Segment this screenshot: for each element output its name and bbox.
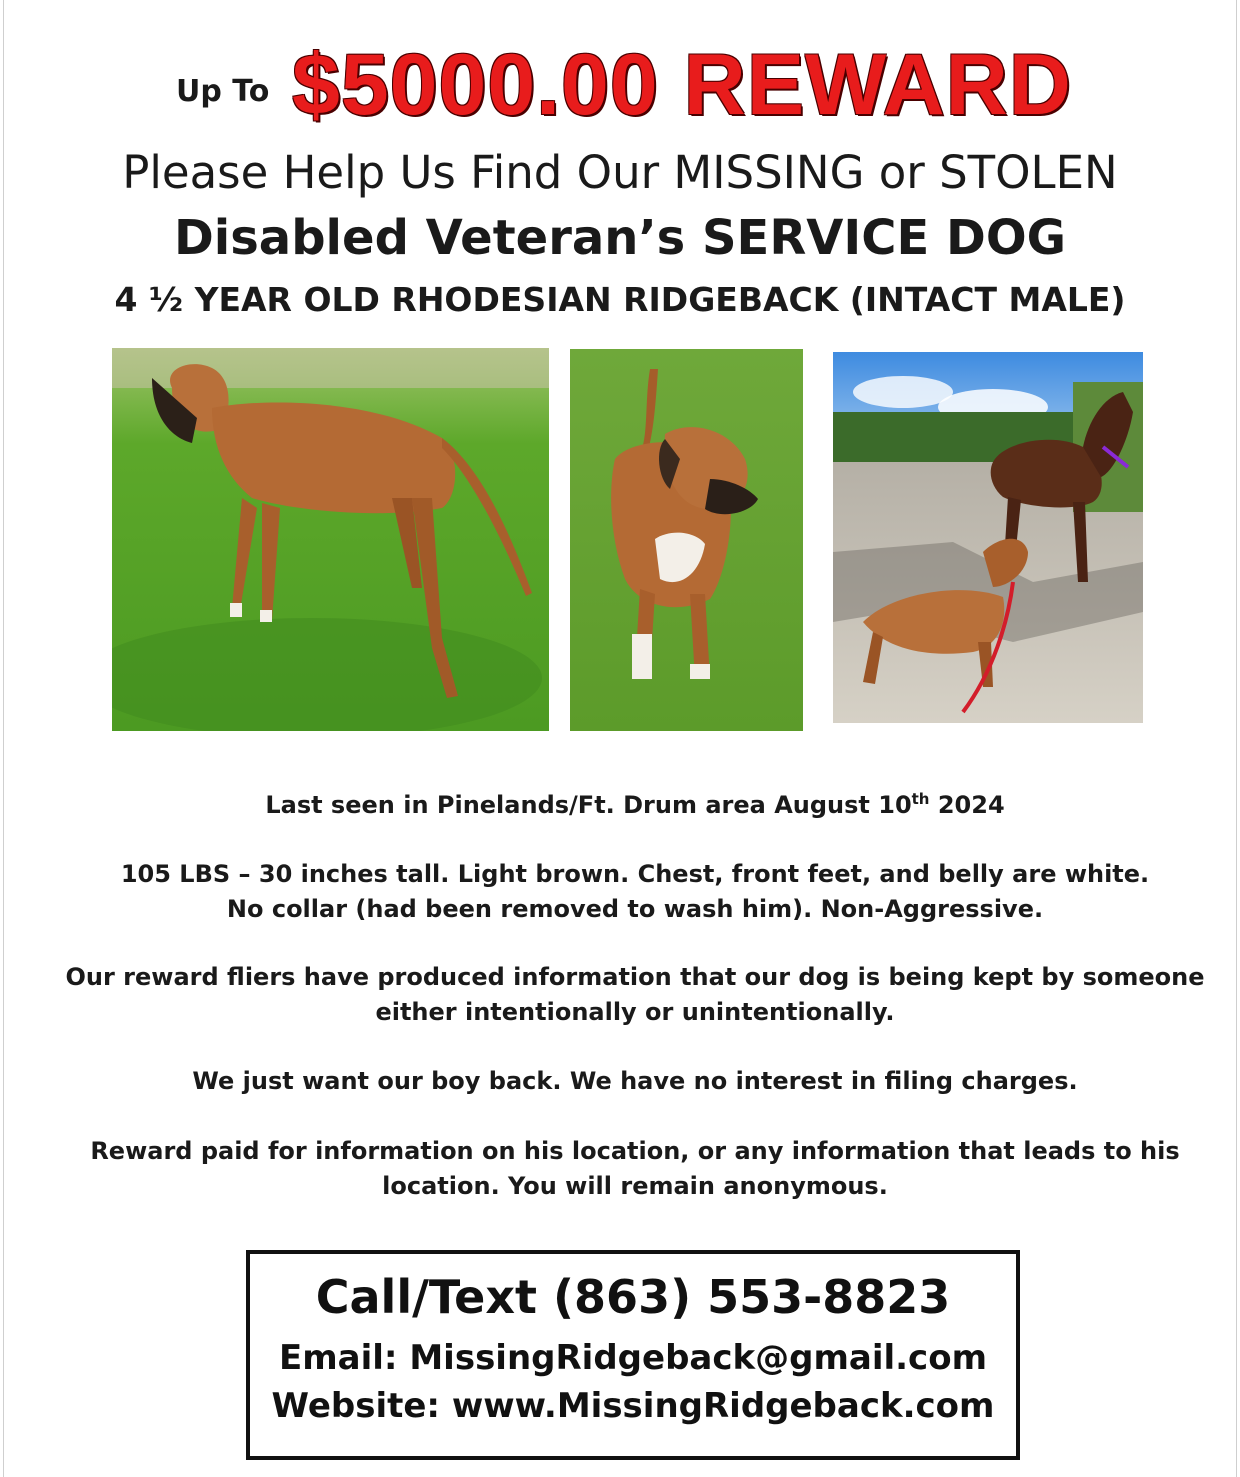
reward-amount: $5000.00 REWARD xyxy=(292,37,1072,133)
description-line-2: No collar (had been removed to wash him). Non-Aggressive. xyxy=(226,895,1044,923)
dog-description xyxy=(60,857,1210,927)
help-heading: Please Help Us Find Our MISSING or STOLEN xyxy=(122,146,1118,199)
no-charges-statement: We just want our boy back. We have no interest in filing charges. xyxy=(192,1067,1078,1095)
reward-headline xyxy=(0,22,1240,133)
last-seen-main: Last seen in Pinelands/Ft. Drum area August 10 xyxy=(265,791,912,819)
fliers-information xyxy=(60,960,1210,1030)
email-address[interactable]: Email: MissingRidgeback@gmail.com xyxy=(279,1338,987,1378)
description-line-1: 105 LBS – 30 inches tall. Light brown. Chest, front feet, and belly are white. xyxy=(120,860,1150,888)
service-dog-heading: Disabled Veteran’s SERVICE DOG xyxy=(173,210,1067,266)
reward-terms xyxy=(60,1134,1210,1204)
last-seen-year: 2024 xyxy=(929,791,1005,819)
dog-photo-side xyxy=(112,348,549,731)
dog-photo-front xyxy=(570,349,803,731)
dog-and-horse-photo xyxy=(833,352,1143,723)
phone-number[interactable]: Call/Text (863) 553-8823 xyxy=(315,1270,951,1324)
fliers-line-1: Our reward fliers have produced information that our dog is being kept by someone xyxy=(65,963,1205,991)
website-link[interactable]: Website: www.MissingRidgeback.com xyxy=(271,1386,995,1426)
last-seen-text xyxy=(60,788,1210,823)
reward-terms-line-1: Reward paid for information on his location, or any information that leads to his xyxy=(90,1137,1180,1165)
reward-terms-line-2: location. You will remain anonymous. xyxy=(382,1172,888,1200)
date-ordinal-suffix: th xyxy=(911,790,930,808)
breed-heading: 4 ½ YEAR OLD RHODESIAN RIDGEBACK (INTACT MALE) xyxy=(114,280,1126,319)
fliers-line-2: either intentionally or unintentionally. xyxy=(375,998,895,1026)
up-to-label: Up To xyxy=(176,74,270,109)
contact-box xyxy=(246,1250,1020,1460)
